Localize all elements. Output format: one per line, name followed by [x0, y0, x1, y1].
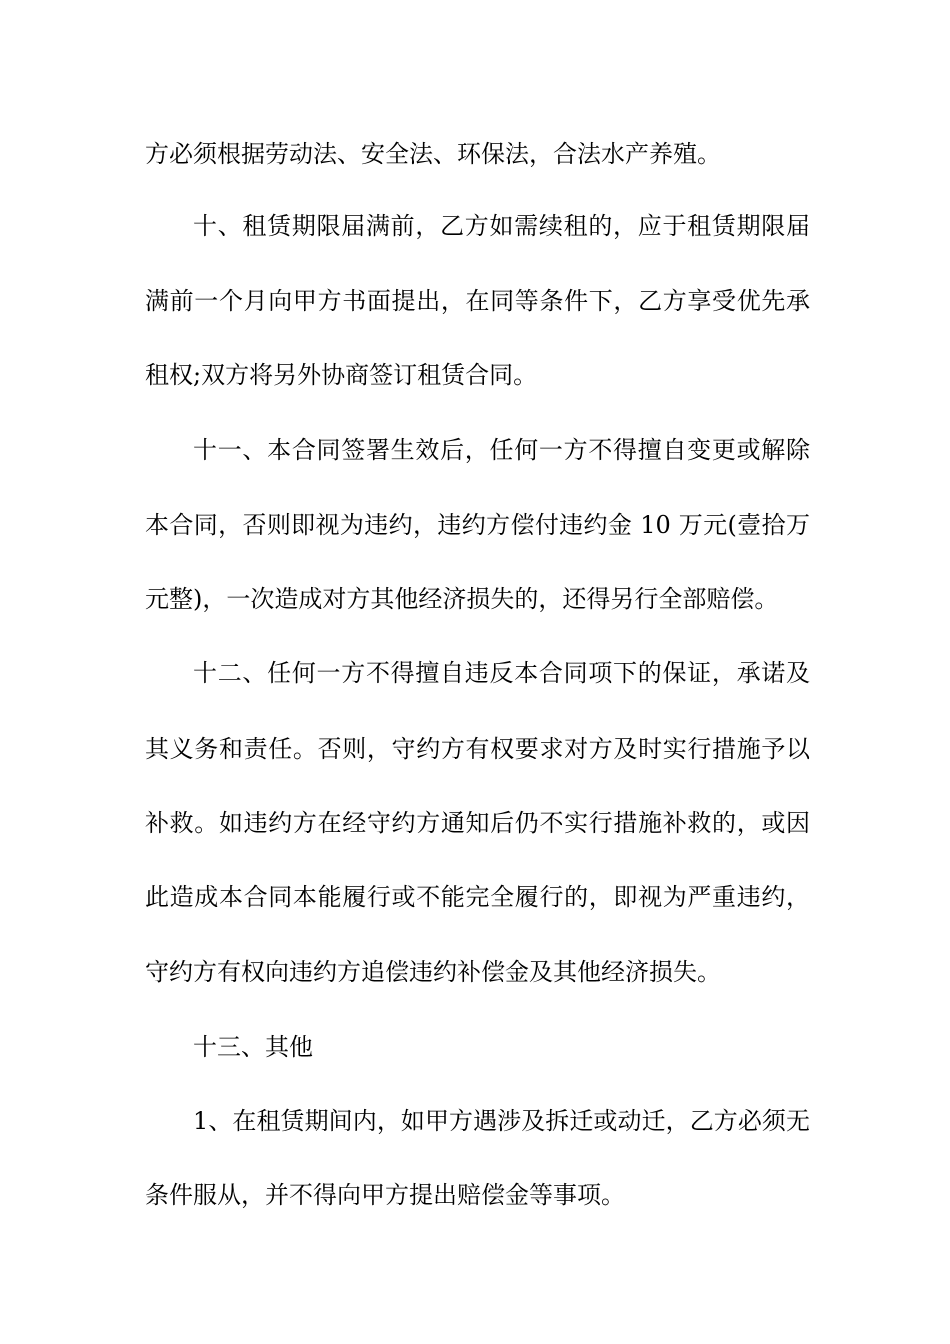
text-line: 方必须根据劳动法、安全法、环保法，合法水产养殖。 — [145, 140, 721, 168]
text-line: 此造成本合同本能履行或不能完全履行的，即视为严重违约， — [145, 883, 810, 911]
item-1-line-1: 1、在租赁期间内，如甲方遇涉及拆迁或动迁，乙方必须无 — [193, 1107, 810, 1135]
text-line: 本合同，否则即视为违约，违约方偿付违约金 10 万元(壹拾万 — [145, 511, 810, 539]
text-line: 补救。如违约方在经守约方通知后仍不实行措施补救的，或因 — [145, 809, 810, 837]
text-line: 满前一个月向甲方书面提出，在同等条件下，乙方享受优先承 — [145, 287, 810, 315]
paragraph-12-line-1: 十二、任何一方不得擅自违反本合同项下的保证，承诺及 — [193, 659, 810, 687]
section-13-heading: 十三、其他 — [193, 1033, 313, 1061]
text-line: 条件服从，并不得向甲方提出赔偿金等事项。 — [145, 1181, 625, 1209]
text-line: 元整)，一次造成对方其他经济损失的，还得另行全部赔偿。 — [145, 585, 779, 613]
paragraph-11-line-1: 十一、本合同签署生效后，任何一方不得擅自变更或解除 — [193, 436, 810, 464]
text-line: 租权;双方将另外协商签订租赁合同。 — [145, 361, 538, 389]
paragraph-10-line-1: 十、租赁期限届满前，乙方如需续租的，应于租赁期限届 — [193, 212, 810, 240]
text-line: 守约方有权向违约方追偿违约补偿金及其他经济损失。 — [145, 958, 721, 986]
text-line: 其义务和责任。否则，守约方有权要求对方及时实行措施予以 — [145, 735, 810, 763]
